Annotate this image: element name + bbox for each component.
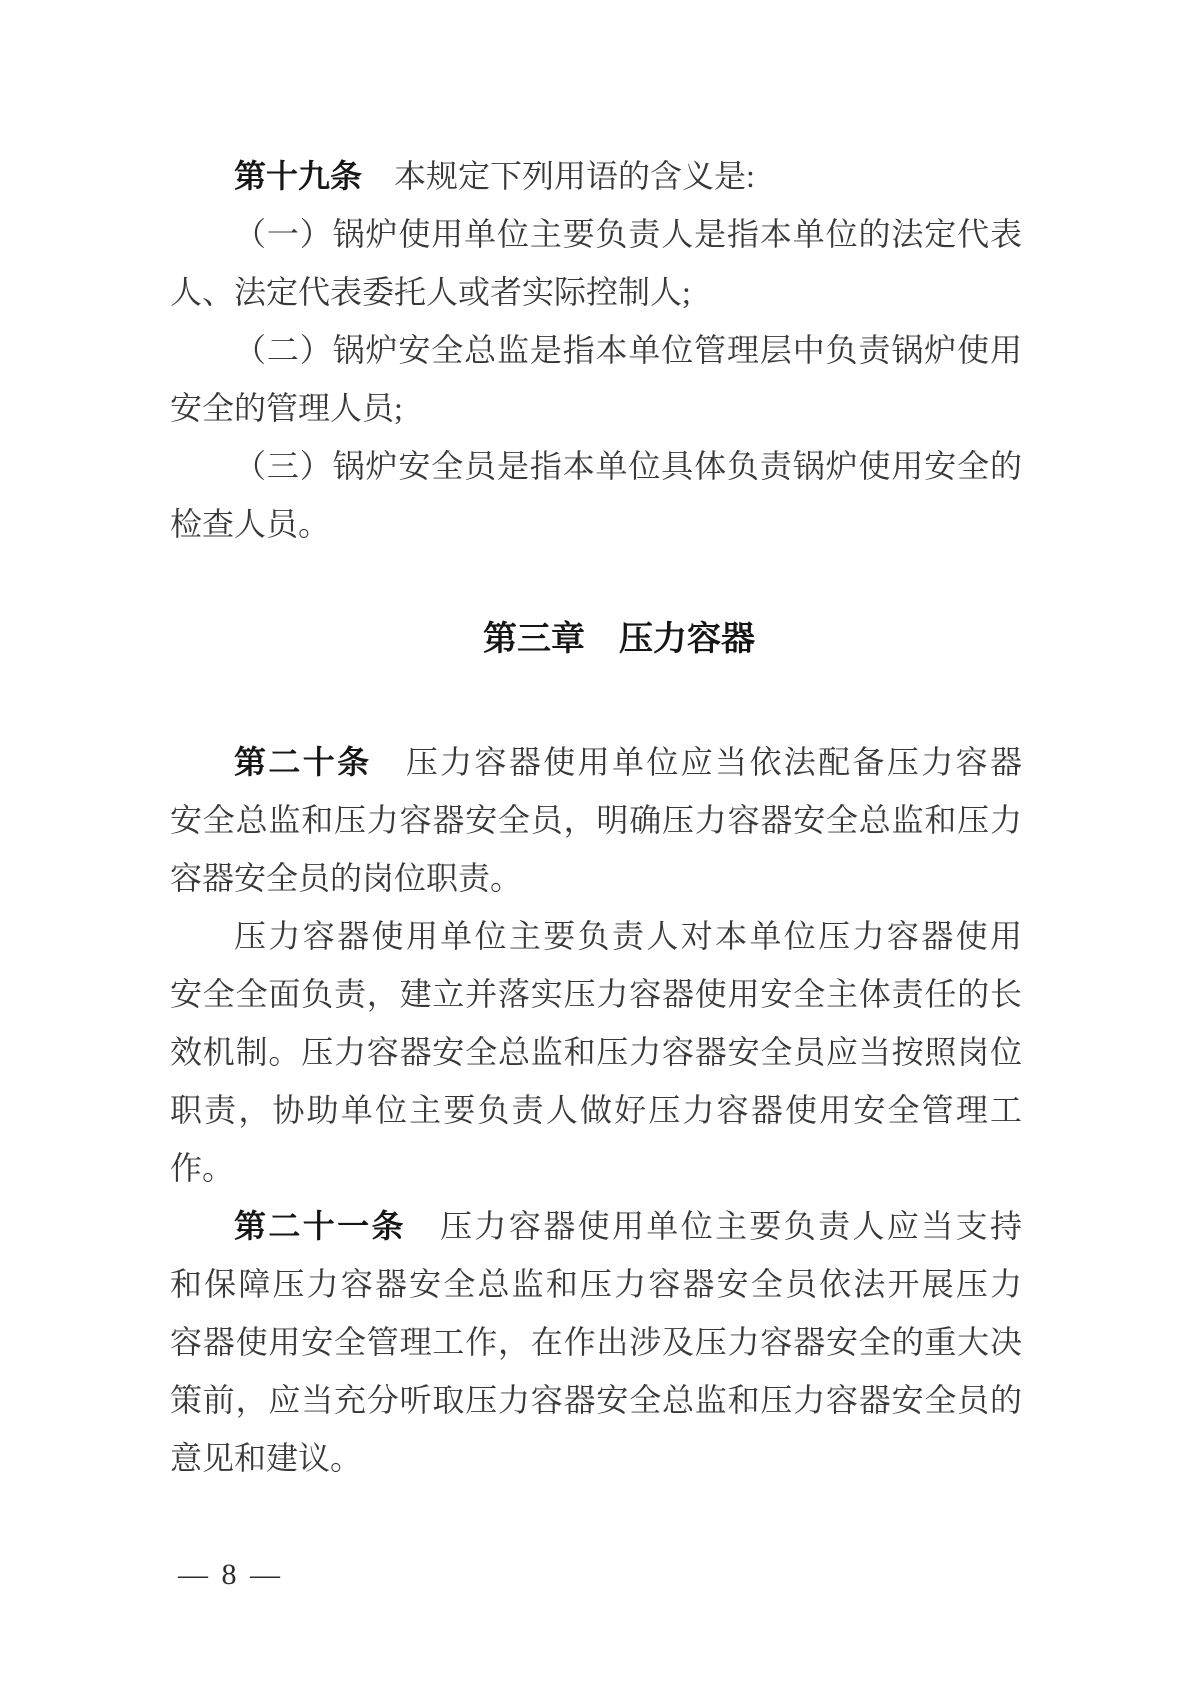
article-19-item-3	[170, 437, 1022, 553]
article-20-para-1	[170, 733, 1022, 907]
text-line: 压力容器使用单位主要负责人对本单位压力容器使用	[234, 918, 1022, 954]
text-line: 和保障压力容器安全总监和压力容器安全员依法开展压力	[170, 1266, 1022, 1302]
document-body	[170, 147, 1022, 1487]
text-line: 检查人员。	[170, 506, 331, 542]
text-line: 意见和建议。	[170, 1440, 363, 1476]
text-line: （二）锅炉安全总监是指本单位管理层中负责锅炉使用	[234, 332, 1022, 368]
text-line: 策前，应当充分听取压力容器安全总监和压力容器安全员的	[170, 1382, 1022, 1418]
text-line: （一）锅炉使用单位主要负责人是指本单位的法定代表	[234, 216, 1022, 252]
text-line: 容器安全员的岗位职责。	[170, 860, 523, 896]
text-line: 安全总监和压力容器安全员，明确压力容器安全总监和压力	[170, 802, 1022, 838]
text-line: 容器使用安全管理工作，在作出涉及压力容器安全的重大决	[170, 1324, 1022, 1360]
page-number: — 8 —	[178, 1558, 283, 1591]
text-segment: 压力容器使用单位主要负责人应当支持	[405, 1208, 1022, 1244]
text-line: 安全全面负责，建立并落实压力容器使用安全主体责任的长	[170, 976, 1022, 1012]
article-21	[170, 1197, 1022, 1487]
article-number: 第十九条	[234, 158, 363, 194]
text-line: （三）锅炉安全员是指本单位具体负责锅炉使用安全的	[234, 448, 1022, 484]
article-20-para-2	[170, 907, 1022, 1197]
article-number: 第二十条	[234, 744, 372, 780]
text-line: 作。	[170, 1150, 235, 1186]
article-19-item-2	[170, 321, 1022, 437]
text-line	[170, 147, 1022, 205]
article-19-item-1	[170, 205, 1022, 321]
text-line	[170, 733, 1022, 791]
text-line: 效机制。压力容器安全总监和压力容器安全员应当按照岗位	[170, 1034, 1022, 1070]
text-line: 安全的管理人员;	[170, 390, 403, 426]
text-segment: 压力容器使用单位应当依法配备压力容器	[371, 744, 1022, 780]
page-footer	[178, 1558, 283, 1592]
text-segment: 本规定下列用语的含义是:	[362, 158, 755, 194]
text-line: 人、法定代表委托人或者实际控制人;	[170, 274, 691, 310]
article-number: 第二十一条	[234, 1208, 406, 1244]
text-line	[170, 1197, 1022, 1255]
article-19-intro	[170, 147, 1022, 205]
text-line: 职责，协助单位主要负责人做好压力容器使用安全管理工	[170, 1092, 1022, 1128]
chapter-heading: 第三章 压力容器	[483, 620, 755, 658]
